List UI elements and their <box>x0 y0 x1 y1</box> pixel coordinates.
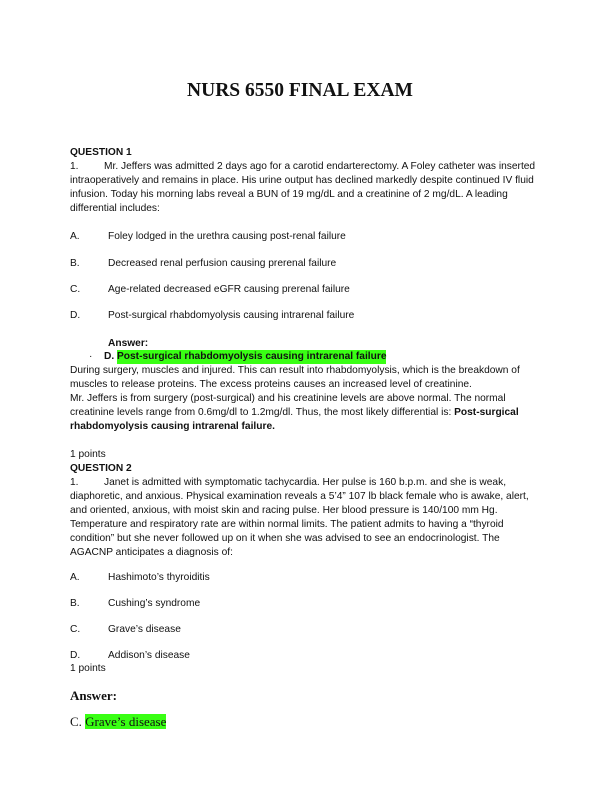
question-2-answer-label: Answer: <box>70 688 117 703</box>
question-2-option-b-letter: B. <box>70 598 80 609</box>
question-1-heading: QUESTION 1 <box>70 147 132 158</box>
question-1-option-a: Foley lodged in the urethra causing post-renal failure <box>108 231 346 242</box>
question-1-answer-highlight: Post-surgical rhabdomyolysis causing intrarenal failure <box>117 351 387 362</box>
question-2-stem-first-line: Janet is admitted with symptomatic tachycardia. Her pulse is 160 b.p.m. and she is weak, <box>104 477 507 488</box>
question-2-option-c: Grave’s disease <box>108 624 181 635</box>
question-1-stem-first-line: Mr. Jeffers was admitted 2 days ago for a carotid endarterectomy. A Foley catheter was inserted <box>104 161 536 172</box>
question-1-points: 1 points <box>70 449 106 460</box>
question-2-option-a-letter: A. <box>70 572 80 583</box>
question-1-explanation-bold: Post-surgical rhabdomyolysis causing intrarenal failure. <box>70 407 519 432</box>
question-1-option-b-letter: B. <box>70 258 80 269</box>
question-1-answer-letter: D. <box>104 351 115 362</box>
question-1-explanation-2 <box>70 392 540 434</box>
question-1-option-c: Age-related decreased eGFR causing prerenal failure <box>108 284 350 295</box>
question-2-answer-letter: C. <box>70 714 82 729</box>
question-2-option-d: Addison’s disease <box>108 650 190 661</box>
question-2-number: 1. <box>70 477 79 488</box>
question-1-number: 1. <box>70 161 79 172</box>
question-1-option-a-letter: A. <box>70 231 80 242</box>
question-1-explanation-2-text: Mr. Jeffers is from surgery (post-surgical) and his creatinine levels are above normal. The normal creatinine levels range from 0.6mg/dl to 1.2mg/dl. Thus, the most likely differential is: <box>70 393 506 418</box>
question-2-points: 1 points <box>70 663 106 674</box>
question-2-option-b: Cushing’s syndrome <box>108 598 201 609</box>
page-title: NURS 6550 FINAL EXAM <box>187 80 413 101</box>
question-1-answer-label: Answer: <box>108 338 149 349</box>
question-2-option-c-letter: C. <box>70 624 81 635</box>
question-1-option-d-letter: D. <box>70 310 81 321</box>
question-1-option-b: Decreased renal perfusion causing prerenal failure <box>108 258 337 269</box>
question-1-option-d: Post-surgical rhabdomyolysis causing intrarenal failure <box>108 310 355 321</box>
question-2-stem: diaphoretic, and anxious. Physical examination reveals a 5’4” 107 lb black female who is awake, alert, and oriented, anxious, with moist skin and racing pulse. Her blood pressure is 140/100 mm Hg. Temperature and respiratory rate are within normal limits. The patient admits to having a “thyroid condition” but she never followed up on it when she was advised to see an endocrinologist. The AGACNP anticipates a diagnosis of: <box>70 491 529 558</box>
question-2-option-d-letter: D. <box>70 650 81 661</box>
question-2-answer <box>70 714 166 730</box>
question-1-option-c-letter: C. <box>70 284 81 295</box>
question-2-answer-highlight: Grave’s disease <box>85 714 167 729</box>
question-1-explanation-1: During surgery, muscles and injured. This can result into rhabdomyolysis, which is the breakdown of muscles to release proteins. The excess proteins causes an increased level of creatinine. <box>70 365 520 390</box>
answer-bullet: · <box>89 351 93 362</box>
question-1-stem: intraoperatively and remains in place. His urine output has declined markedly despite continued IV fluid infusion. Today his morning labs reveal a BUN of 19 mg/dL and a creatinine of 2 mg/dL. A leading differential includes: <box>70 175 534 214</box>
question-2-option-a: Hashimoto’s thyroiditis <box>108 572 210 583</box>
question-2-heading: QUESTION 2 <box>70 463 132 474</box>
